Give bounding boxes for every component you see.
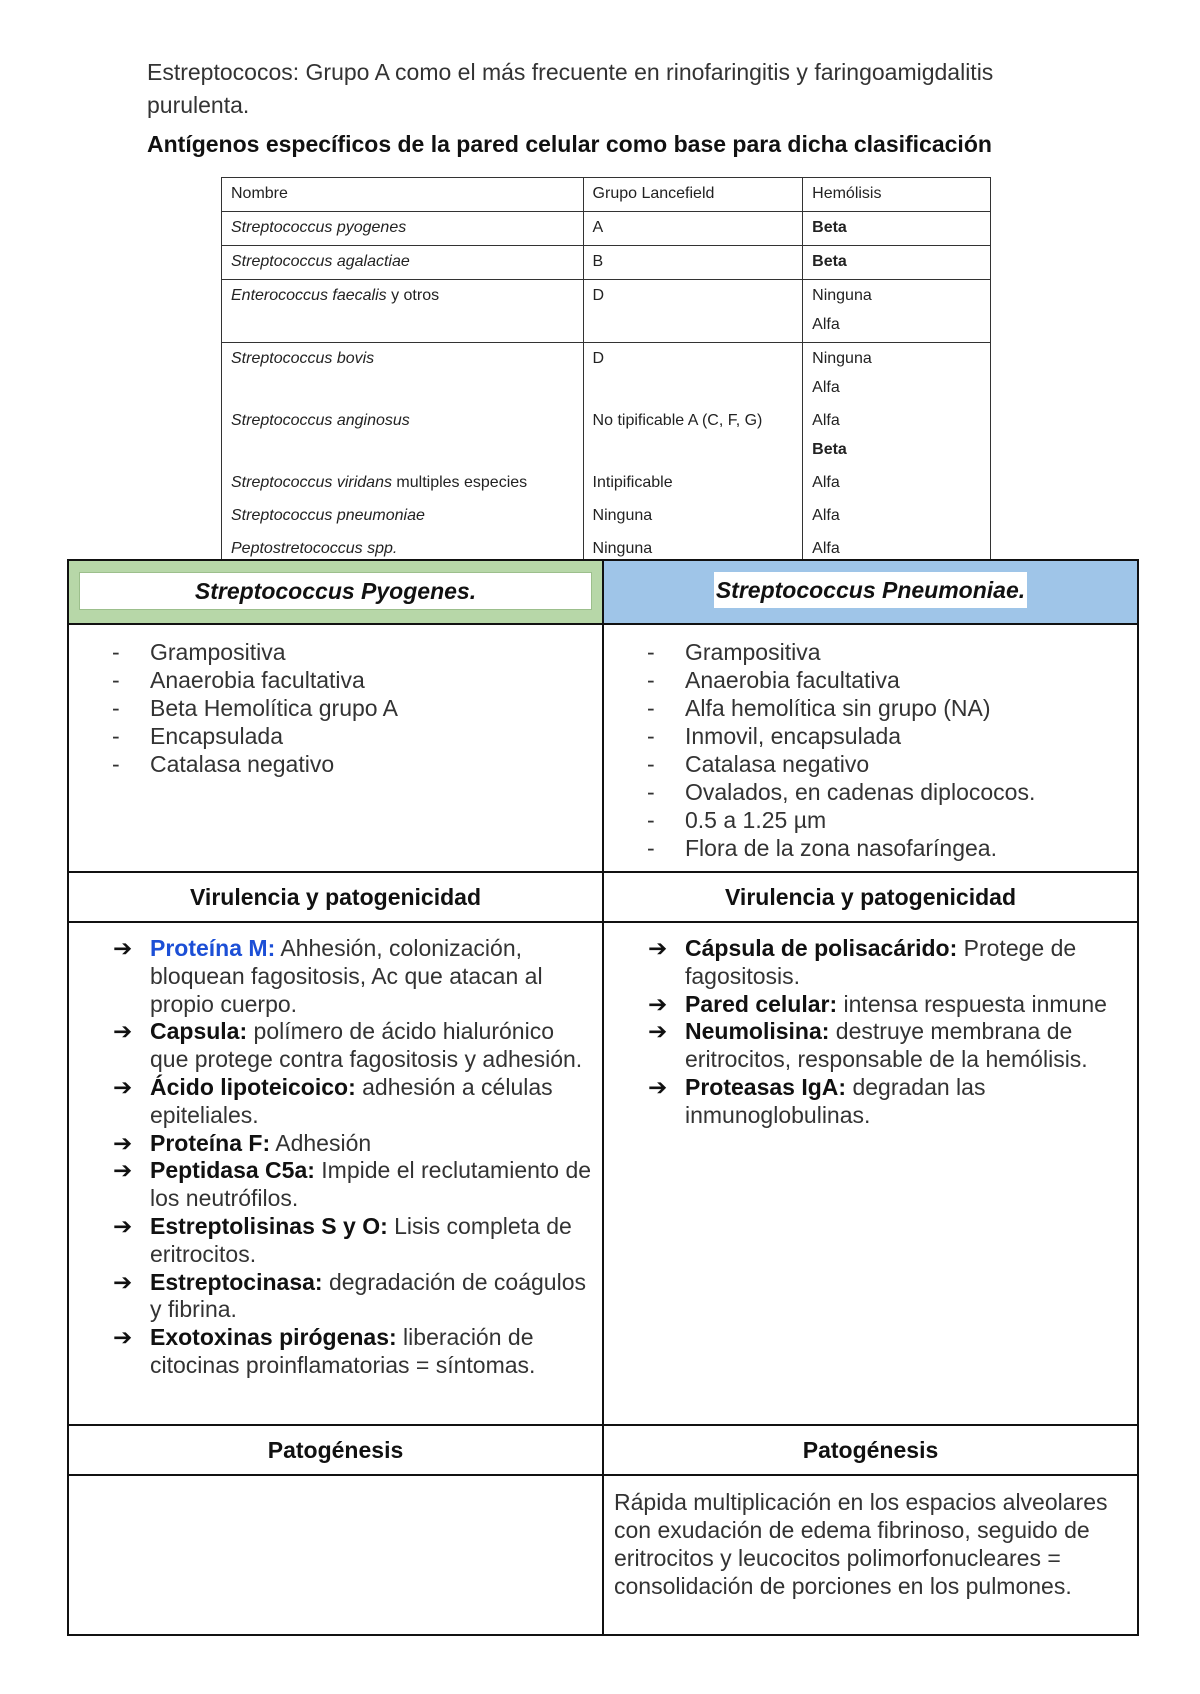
species-name: Streptococcus anginosus [231,412,410,429]
arrow-icon: ➔ [113,1129,133,1156]
arrow-icon: ➔ [113,935,133,961]
lancefield-row [222,343,991,406]
virulence-description: Impide el reclutamiento de los neutrófilos. [150,1157,592,1212]
virulence-factor [113,1130,594,1158]
virulence-description: polímero de ácido hialurónico que protege contra fagositosis y adhesión. [150,1018,583,1073]
lancefield-row [222,246,991,280]
feature-item: - Catalasa negativo [644,750,1127,778]
lancefield-group: A [592,219,604,236]
lancefield-row [222,405,991,467]
header-hemolysis: Hemólisis [812,185,882,202]
virulence-term: Ácido lipoteicoico: [150,1073,356,1100]
hemolysis-type-alt: Alfa [812,316,840,333]
virulence-term: Pared celular: [685,990,838,1017]
virulence-description: liberación de citocinas proinflamatorias = síntomas. [150,1324,536,1378]
pyogenes-pathogenesis [68,1475,603,1635]
virulence-term: Exotoxinas pirógenas: [150,1324,397,1351]
feature-item: - Beta Hemolítica grupo A [109,694,592,722]
arrow-icon: ➔ [113,1324,133,1351]
arrow-icon: ➔ [113,1073,133,1100]
pneumoniae-features [603,624,1138,872]
feature-item: - Anaerobia facultativa [109,666,592,694]
hemolysis-type-alt: Alfa [812,379,840,396]
virulence-header: Virulencia y patogenicidad [68,872,603,922]
hemolysis-type: Ninguna [812,350,872,367]
virulence-term: Proteína F: [150,1129,271,1156]
pathogenesis-row [68,1475,1138,1635]
virulence-term: Proteína M: [150,935,276,961]
virulence-term: Proteasas IgA: [685,1073,847,1100]
virulence-description: Lisis completa de eritrocitos. [150,1212,572,1267]
species-header-row [68,560,1138,624]
lancefield-group: Ninguna [592,507,653,524]
species-name-suffix: multiples especies [391,474,528,491]
virulence-description: adhesión a células epiteliales. [150,1073,553,1128]
header-group: Grupo Lancefield [592,185,715,202]
section-subtitle: Antígenos específicos de la pared celular como base para dicha clasificación [147,131,992,157]
feature-item: - Anaerobia facultativa [644,666,1127,694]
virulence-description: Ahhesión, colonización, bloquean fagositosis, Ac que atacan al propio cuerpo. [150,935,543,1017]
species-name: Streptococcus pyogenes [231,219,407,236]
feature-item: - Catalasa negativo [109,750,592,778]
species-name: Streptococcus bovis [231,350,375,367]
pyogenes-title: Streptococcus Pyogenes. [79,572,592,610]
pyogenes-features [68,624,603,872]
lancefield-group: D [592,350,605,367]
virulence-description: degradan las inmunoglobulinas. [685,1073,986,1128]
virulence-term: Capsula: [150,1018,248,1045]
virulence-header-row [68,872,1138,922]
pathogenesis-header-row [68,1425,1138,1475]
virulence-factor [648,935,1129,991]
virulence-factor [113,935,594,1018]
lancefield-row [222,280,991,343]
arrow-icon: ➔ [113,1268,133,1295]
header-name: Nombre [231,185,288,202]
lancefield-group: Ninguna [592,540,653,557]
feature-item: - 0.5 a 1.25 µm [644,806,1127,834]
feature-item: - Grampositiva [644,638,1127,666]
feature-item: - Grampositiva [109,638,592,666]
virulence-term: Estreptocinasa: [150,1268,323,1295]
virulence-term: Peptidasa C5a: [150,1157,315,1184]
arrow-icon: ➔ [113,1157,133,1184]
species-name: Streptococcus agalactiae [231,253,410,270]
virulence-description: degradación de coágulos y fibrina. [150,1268,586,1323]
hemolysis-type: Ninguna [812,287,872,304]
virulence-row [68,922,1138,1425]
virulence-header: Virulencia y patogenicidad [603,872,1138,922]
species-name: Enterococcus faecalis [231,287,387,304]
arrow-icon: ➔ [648,1073,668,1100]
species-name: Streptococcus viridans [231,474,392,491]
virulence-factor [113,1324,594,1380]
virulence-factor [113,1269,594,1325]
lancefield-table [221,177,991,567]
arrow-icon: ➔ [648,935,668,961]
arrow-icon: ➔ [648,1018,668,1045]
virulence-term: Estreptolisinas S y O: [150,1212,388,1239]
feature-item: - Flora de la zona nasofaríngea. [644,834,1127,862]
hemolysis-type-alt: Beta [812,441,847,458]
pneumoniae-virulence [603,922,1138,1425]
lancefield-header-row [222,178,991,212]
pneumoniae-header [603,560,1138,624]
virulence-factor [113,1213,594,1269]
arrow-icon: ➔ [648,990,668,1017]
lancefield-group: Intipificable [592,474,673,491]
lancefield-row [222,467,991,500]
species-name: Peptostretococcus spp. [231,540,398,557]
hemolysis-type: Alfa [812,412,840,429]
pathogenesis-header: Patogénesis [68,1425,603,1475]
feature-item: - Ovalados, en cadenas diplococos. [644,778,1127,806]
hemolysis-type: Alfa [812,507,840,524]
pneumoniae-title: Streptococcus Pneumoniae. [714,572,1027,608]
arrow-icon: ➔ [113,1018,133,1045]
virulence-term: Neumolisina: [685,1018,830,1045]
hemolysis-type: Alfa [812,474,840,491]
features-row [68,624,1138,872]
intro-paragraph: Estreptococos: Grupo A como el más frecuente en rinofaringitis y faringoamigdalitis purulenta. [147,59,994,118]
pyogenes-virulence [68,922,603,1425]
virulence-factor [648,1018,1129,1074]
pyogenes-header [68,560,603,624]
species-name: Streptococcus pneumoniae [231,507,425,524]
virulence-description: Adhesión [270,1129,372,1156]
species-name-suffix: y otros [386,287,440,304]
feature-item: - Encapsulada [109,722,592,750]
feature-item: - Alfa hemolítica sin grupo (NA) [644,694,1127,722]
lancefield-group: No tipificable A (C, F, G) [592,412,763,429]
lancefield-row [222,500,991,533]
hemolysis-type: Alfa [812,540,840,557]
virulence-factor [113,1157,594,1213]
pneumoniae-pathogenesis: Rápida multiplicación en los espacios alveolares con exudación de edema fibrinoso, seguido de eritrocitos y leucocitos polimorfonucleares = consolidación de porciones en los pulmones. [603,1475,1138,1635]
virulence-description: Protege de fagositosis. [685,935,1077,989]
comparison-table [67,559,1139,1636]
virulence-factor [648,991,1129,1019]
lancefield-row [222,212,991,246]
hemolysis-type: Beta [812,253,847,270]
hemolysis-type: Beta [812,219,847,236]
pathogenesis-header: Patogénesis [603,1425,1138,1475]
virulence-description: destruye membrana de eritrocitos, responsable de la hemólisis. [685,1018,1088,1073]
lancefield-group: D [592,287,605,304]
virulence-factor [648,1074,1129,1130]
virulence-factor [113,1074,594,1130]
feature-item: - Inmovil, encapsulada [644,722,1127,750]
arrow-icon: ➔ [113,1212,133,1239]
virulence-term: Cápsula de polisacárido: [685,935,958,961]
virulence-factor [113,1018,594,1074]
virulence-description: intensa respuesta inmune [837,990,1107,1017]
lancefield-group: B [592,253,604,270]
